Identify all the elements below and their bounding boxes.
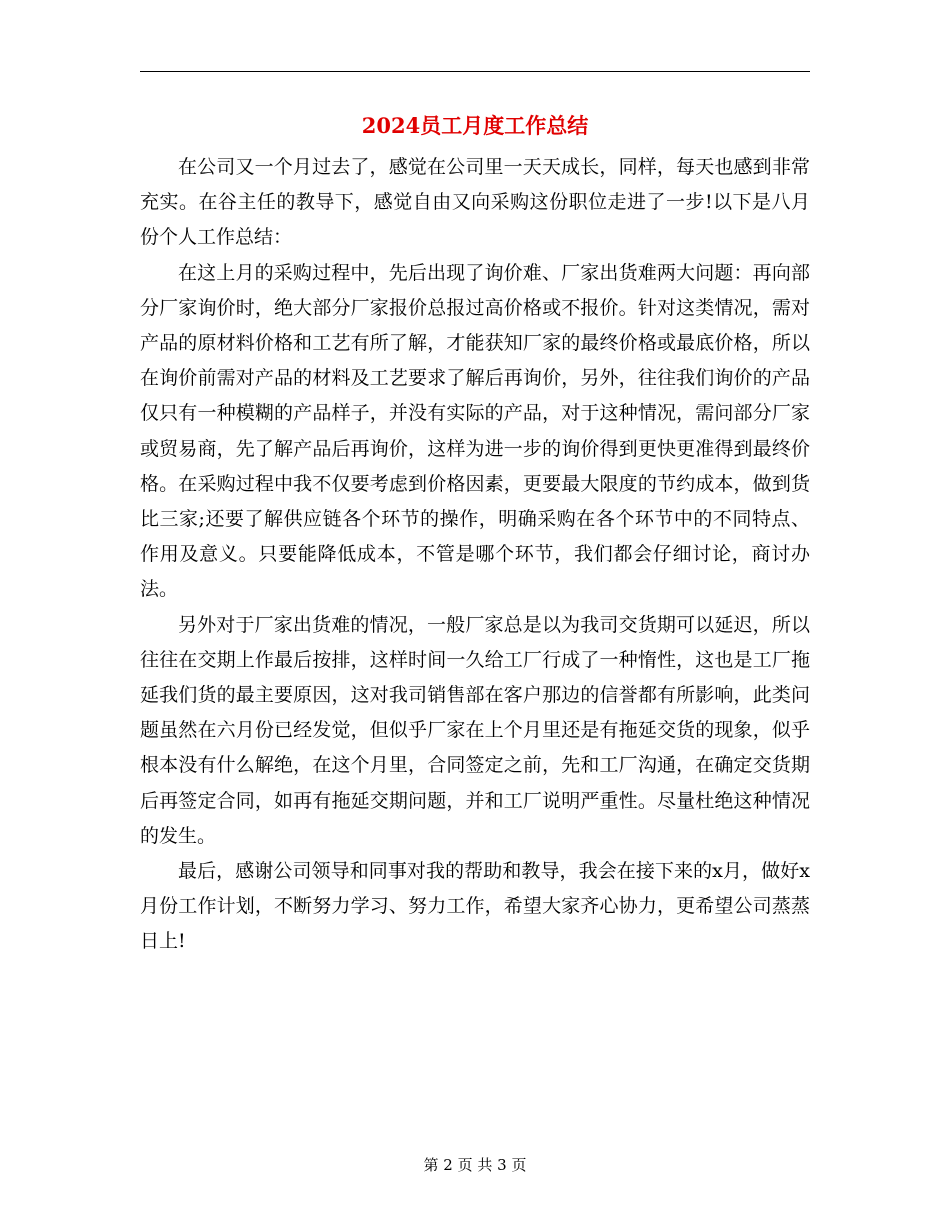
header-rule [140, 71, 810, 72]
footer-prefix: 第 [423, 1156, 439, 1174]
paragraph-1: 在公司又一个月过去了，感觉在公司里一天天成长，同样，每天也感到非常充实。在谷主任的教导下，感觉自由又向采购这份职位走进了一步!以下是八月份个人工作总结： [140, 156, 810, 249]
document-body [140, 150, 810, 960]
paragraph-3: 另外对于厂家出货难的情况，一般厂家总是以为我司交货期可以延迟，所以往往在交期上作最后按排，这样时间一久给工厂行成了一种惰性，这也是工厂拖延我们货的最主要原因，这对我司销售部在客户那边的信誉都有所影响，此类问题虽然在六月份已经发觉，但似乎厂家在上个月里还是有拖延交货的现象，似乎根本没有什么解绝，在这个月里，合同签定之前，先和工厂沟通，在确定交货期后再签定合同，如再有拖延交期问题，并和工厂说明严重性。尽量杜绝这种情况的发生。 [140, 613, 810, 847]
page-footer [0, 1153, 950, 1177]
footer-mid: 页 共 [457, 1156, 493, 1174]
paragraph-4: 最后，感谢公司领导和同事对我的帮助和教导，我会在接下来的x月，做好x月份工作计划，不断努力学习、努力工作，希望大家齐心协力，更希望公司蒸蒸日上! [140, 860, 810, 953]
footer-suffix: 页 [511, 1156, 527, 1174]
document-title: 2024员工月度工作总结 [361, 113, 589, 138]
footer-total-pages: 3 [497, 1156, 507, 1174]
paragraph-2: 在这上月的采购过程中，先后出现了询价难、厂家出货难两大问题：再向部分厂家询价时，绝大部分厂家报价总报过高价格或不报价。针对这类情况，需对产品的原材料价格和工艺有所了解，才能获知厂家的最终价格或最底价格，所以在询价前需对产品的材料及工艺要求了解后再询价，另外，往往我们询价的产品仅只有一种模糊的产品样子，并没有实际的产品，对于这种情况，需问部分厂家或贸易商，先了解产品后再询价，这样为进一步的询价得到更快更准得到最终价格。在采购过程中我不仅要考虑到价格因素，更要最大限度的节约成本，做到货比三家;还要了解供应链各个环节的操作，明确采购在各个环节中的不同特点、作用及意义。只要能降低成本，不管是哪个环节，我们都会仔细讨论，商讨办法。 [140, 261, 810, 601]
footer-page-number: 2 [443, 1156, 453, 1174]
